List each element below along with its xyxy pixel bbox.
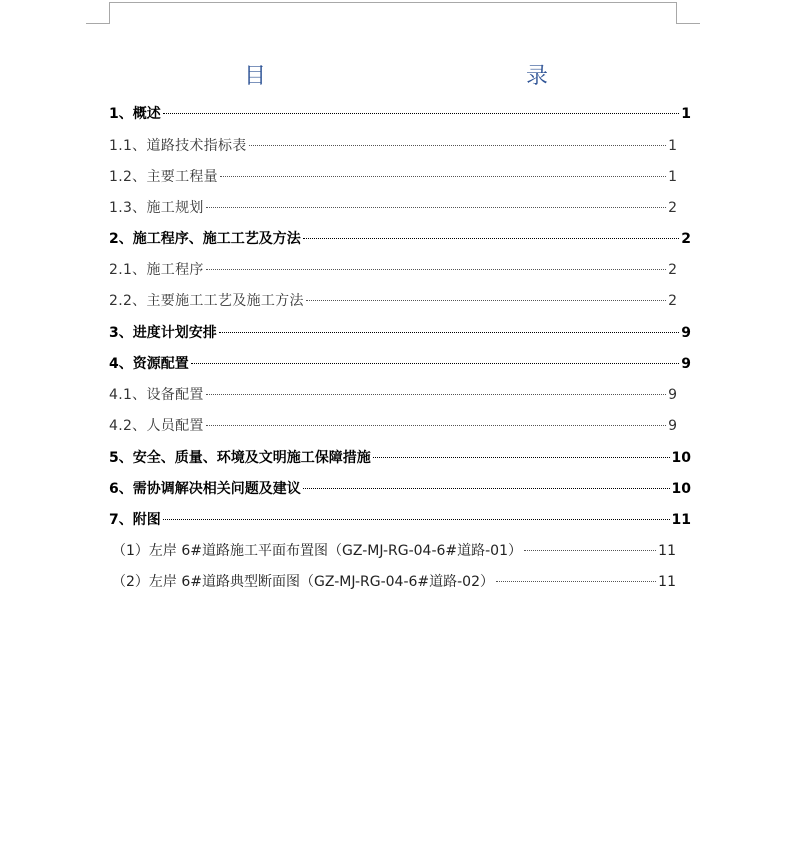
toc-entry-3[interactable] [109,323,691,343]
toc-entry-4-1[interactable] [109,385,677,405]
toc-leader [524,550,656,551]
toc-entry-page: 2 [681,231,691,247]
toc-leader [206,269,666,270]
toc-entry-label: 2、施工程序、施工工艺及方法 [109,231,301,247]
toc-entry-7[interactable] [109,510,691,530]
toc-entry-1-1[interactable] [109,136,677,156]
toc-entry-page: 9 [668,418,677,434]
toc-entry-label: （2）左岸 6#道路典型断面图（GZ-MJ-RG-04-6#道路-02） [112,574,494,590]
toc-entry-page: 11 [671,512,691,528]
toc-entry-5[interactable] [109,448,691,468]
toc-entry-2[interactable] [109,229,691,249]
toc-leader [191,363,680,364]
toc-entry-page: 9 [668,387,677,403]
toc-leader [206,425,666,426]
toc-entry-label: 3、进度计划安排 [109,325,217,341]
toc-leader [496,581,656,582]
toc-entry-label: 4、资源配置 [109,356,189,372]
toc-leader [206,394,666,395]
toc-title: 目 录 [243,64,620,89]
toc-entry-page: 2 [668,200,677,216]
toc-entry-page: 2 [668,293,677,309]
toc-entry-1[interactable] [109,104,691,124]
toc-entry-label: 4.2、人员配置 [109,418,204,434]
toc-entry-label: 1、概述 [109,106,161,122]
toc-entry-appendix-2[interactable] [112,572,676,592]
toc-entry-appendix-1[interactable] [112,541,676,561]
toc-entry-label: 5、安全、质量、环境及文明施工保障措施 [109,450,371,466]
toc-entry-1-2[interactable] [109,167,677,187]
toc-leader [303,488,670,489]
toc-entry-page: 11 [658,574,676,590]
toc-entry-label: 1.1、道路技术指标表 [109,138,247,154]
toc-leader [163,519,670,520]
toc-entry-label: 6、需协调解决相关问题及建议 [109,481,301,497]
toc-entry-page: 1 [681,106,691,122]
toc-entry-page: 10 [671,481,691,497]
toc-leader [249,145,667,146]
toc-entry-label: 1.2、主要工程量 [109,169,218,185]
toc-leader [219,332,680,333]
toc-leader [373,457,670,458]
toc-entry-page: 10 [671,450,691,466]
toc-entry-page: 9 [681,356,691,372]
toc-entry-2-2[interactable] [109,291,677,311]
toc-leader [220,176,666,177]
toc-entry-label: （1）左岸 6#道路施工平面布置图（GZ-MJ-RG-04-6#道路-01） [112,543,522,559]
toc-entry-page: 9 [681,325,691,341]
toc-entry-label: 7、附图 [109,512,161,528]
toc-leader [303,238,680,239]
toc-entry-6[interactable] [109,479,691,499]
toc-entry-page: 1 [668,169,677,185]
toc-entry-2-1[interactable] [109,260,677,280]
toc-entry-page: 1 [668,138,677,154]
toc-entry-label: 1.3、施工规划 [109,200,204,216]
toc-leader [163,113,680,114]
toc-entry-page: 2 [668,262,677,278]
toc-leader [206,207,666,208]
toc-entry-label: 2.1、施工程序 [109,262,204,278]
toc-entry-4[interactable] [109,354,691,374]
toc-entry-4-2[interactable] [109,416,677,436]
toc-entry-label: 4.1、设备配置 [109,387,204,403]
toc-entry-page: 11 [658,543,676,559]
toc-entry-1-3[interactable] [109,198,677,218]
toc-leader [306,300,666,301]
toc-entry-label: 2.2、主要施工工艺及施工方法 [109,293,304,309]
